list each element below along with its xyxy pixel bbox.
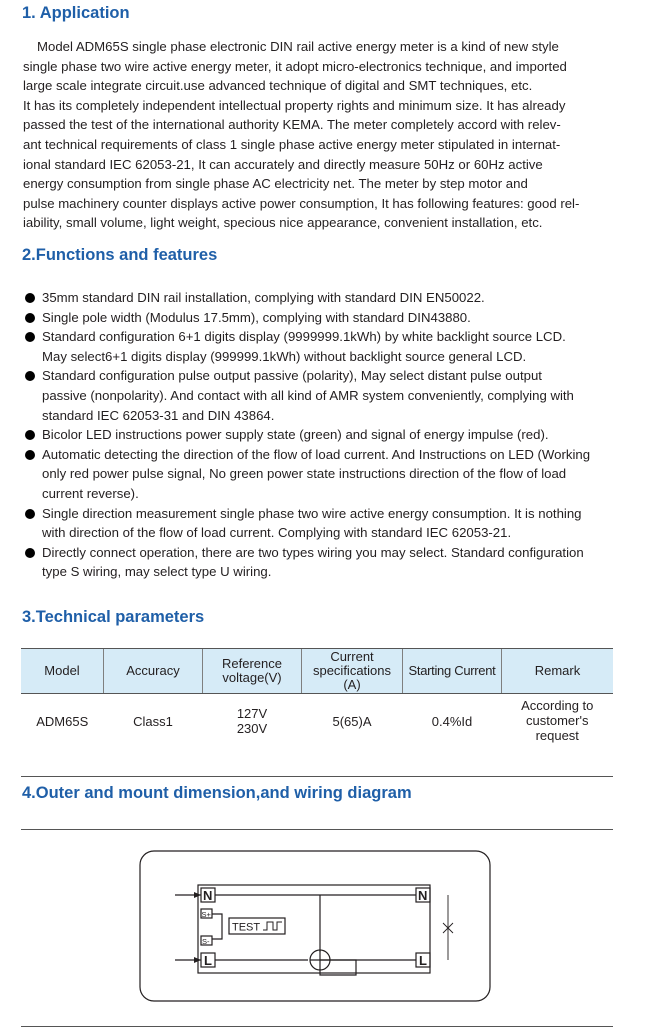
section-title-technical: 3.Technical parameters [22,608,205,626]
pulse-output-wire [212,914,222,939]
header-line: Reference [222,656,282,671]
feature-line: passive (nonpolarity). And contact with all kind of AMR system conveniently, complying with [42,387,574,403]
paragraph-line: Model ADM65S single phase electronic DIN rail active energy meter is a kind of new style [37,39,559,54]
feature-line: May select6+1 digits display (999999.1kWh) without backlight source general LCD. [42,348,527,364]
paragraph-line: single phase two wire active energy meter, it adopt micro-electronics technique, and imported [23,58,567,74]
header-current-spec [302,649,403,694]
feature-item [22,445,622,504]
remark-line: According to [521,698,594,713]
feature-item [22,288,622,308]
cell-accuracy: Class1 [104,694,203,777]
test-led-label: TEST [232,921,261,934]
divider-line [21,829,613,830]
cell-current: 5(65)A [302,694,403,777]
paragraph-line: ional standard IEC 62053-21, It can accurately and directly measure 50Hz or 60Hz active [23,156,543,172]
header-line: Current [330,649,374,664]
feature-line: type S wiring, may select type U wiring. [42,564,272,580]
paragraph-line: passed the test of the international authority KEMA. The meter completely accord with relev- [23,117,561,133]
paragraph-line: energy consumption from single phase AC electricity net. The meter by step motor and [23,176,528,192]
header-line: (A) [343,677,361,692]
paragraph-line: It has its completely independent intellectual property rights and minimum size. It has already [23,97,566,113]
feature-line: only red power pulse signal, No green power state instructions direction of the flow of load [42,466,567,482]
feature-item [22,327,622,366]
terminal-n-left-label: N [203,888,213,903]
feature-line: 35mm standard DIN rail installation, complying with standard DIN EN50022. [42,290,485,305]
paragraph-line: iability, small volume, light weight, specious nice appearance, convenient installation, etc. [23,215,543,231]
feature-line: Bicolor LED instructions power supply state (green) and signal of energy impulse (red). [42,427,549,443]
wiring-diagram [130,848,495,1008]
cell-remark [502,694,614,777]
feature-list [22,288,622,582]
feature-line: Standard configuration 6+1 digits display (9999999.1kWh) by white backlight source LCD. [42,329,566,345]
header-accuracy: Accuracy [104,649,203,694]
feature-item [22,425,622,445]
header-reference-voltage [203,649,302,694]
voltage-value: 230V [236,721,268,736]
feature-line: Automatic detecting the direction of the flow of load current. And Instructions on LED (Working [42,446,591,462]
voltage-value: 127V [236,706,268,721]
header-line: voltage(V) [222,670,282,685]
header-model: Model [21,649,104,694]
terminal-s-minus-label: S- [202,937,210,946]
paragraph-line: pulse machinery counter displays active power consumption, It has following features: good rel- [23,195,580,211]
feature-line: Directly connect operation, there are two types wiring you may select. Standard configuration [42,544,584,560]
table-row [21,694,613,777]
feature-line: standard IEC 62053-31 and DIN 43864. [42,407,275,423]
feature-line: Standard configuration pulse output passive (polarity), May select distant pulse output [42,368,542,384]
feature-item [22,366,622,425]
header-remark: Remark [502,649,614,694]
feature-line: Single direction measurement single phase two wire active energy consumption. It is nothing [42,505,582,521]
terminal-s-plus-label: S+ [201,910,211,919]
paragraph-line: large scale integrate circuit.use advanced technique of digital and SMT techniques, etc. [23,78,533,94]
feature-item [22,543,622,582]
table-header-row [21,649,613,694]
terminal-l-right-label: L [419,953,427,968]
header-line: specifications [312,663,392,678]
section-title-application: 1. Application [22,4,130,22]
cell-starting-current: 0.4%Id [403,694,502,777]
section-title-dimension: 4.Outer and mount dimension,and wiring diagram [22,784,412,802]
pulse-icon [263,922,282,930]
feature-item [22,504,622,543]
paragraph-line: ant technical requirements of class 1 single phase active energy meter stipulated in internat- [23,136,561,152]
feature-line: with direction of the flow of load current. Complying with standard IEC 62053-21. [42,525,512,541]
cell-voltage [203,694,302,777]
terminal-n-right-label: N [418,888,428,903]
header-starting-current: Starting Current [403,649,502,694]
feature-item [22,308,622,328]
divider-line-bottom [21,1026,613,1027]
remark-line: request [535,728,579,743]
meter-outline [140,851,490,1001]
cell-model: ADM65S [21,694,104,777]
technical-parameters-table [21,648,613,777]
feature-line: current reverse). [42,485,139,501]
feature-line: Single pole width (Modulus 17.5mm), complying with standard DIN43880. [42,309,471,325]
terminal-l-left-label: L [204,953,212,968]
remark-line: customer's [526,713,589,728]
application-paragraph [23,37,619,233]
section-title-functions: 2.Functions and features [22,246,218,264]
